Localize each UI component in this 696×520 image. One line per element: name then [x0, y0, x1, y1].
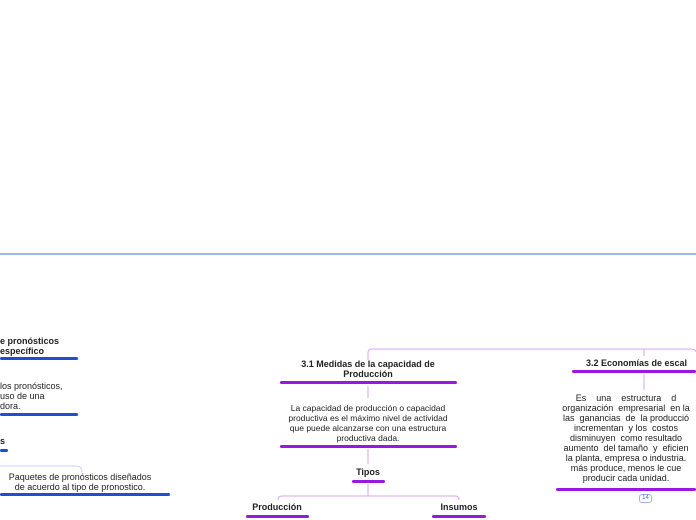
left-paquetes-underline [0, 493, 170, 496]
medidas-title-underline [280, 381, 457, 384]
economias-title[interactable]: 3.2 Economías de escal [586, 358, 688, 368]
medidas-body-underline [280, 445, 457, 448]
connector-tipos-children [278, 496, 459, 500]
medidas-title[interactable]: 3.1 Medidas de la capacidad de Producción [301, 359, 435, 379]
left-paquetes-node[interactable]: Paquetes de pronósticos diseñados de acuerdo al tipo de pronostico. [8, 472, 152, 492]
left-pronostico-body-underline [0, 413, 78, 416]
left-short-underline [0, 449, 8, 452]
left-short-node[interactable]: s [0, 436, 6, 446]
left-pronostico-body[interactable]: los pronósticos, uso de una dora. [0, 381, 63, 411]
tipos-node[interactable]: Tipos [356, 467, 380, 477]
insumos-node[interactable]: Insumos [440, 502, 478, 512]
economias-title-underline [572, 370, 696, 373]
economias-body[interactable]: Es una estructura d organización empresarial en la las ganancias de la producció incrementan y los costos disminuyen como resultado aumento del tamaño y eficien la planta, empresa o industria. más produce, menos le cue producir cada unidad. [562, 393, 690, 483]
left-pronostico-title[interactable]: e pronósticos específico [0, 336, 60, 356]
insumos-underline [432, 515, 486, 518]
left-pronostico-title-underline [0, 357, 78, 360]
economias-body-underline [556, 488, 696, 491]
tipos-underline [352, 480, 385, 483]
produccion-underline [246, 515, 309, 518]
produccion-node[interactable]: Producción [252, 502, 302, 512]
collapsed-count-badge[interactable]: 14 [639, 494, 652, 503]
medidas-body[interactable]: La capacidad de producción o capacidad productiva es el máximo nivel de actividad que puede alcanzarse con una estructura productiva dada. [288, 403, 448, 443]
